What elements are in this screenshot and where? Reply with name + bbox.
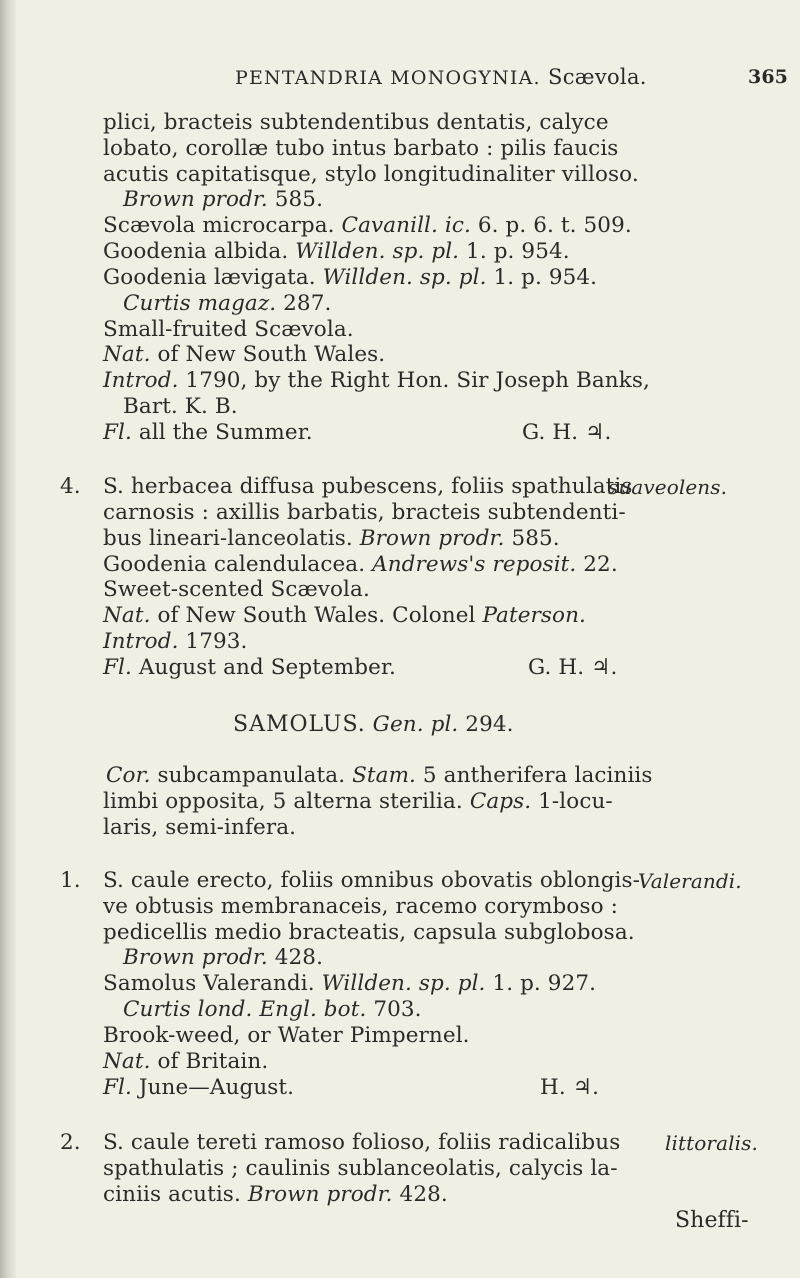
label-introd: Introd. [103, 629, 179, 654]
citation-number: 1. p. 954. [486, 265, 598, 290]
diagnosis: ciniis acutis. [103, 1182, 248, 1207]
entry1-line-3: pedicellis medio bracteatis, capsula subglobosa. [103, 920, 635, 945]
label-stam: Stam. [352, 763, 416, 788]
capsule-description: 1-locu- [531, 789, 613, 814]
marginal-species-name: suaveolens. [608, 475, 728, 499]
label-nat: Nat. [103, 342, 151, 367]
synonym: Goodenia albida. [103, 239, 296, 264]
entry-cont-line-2: lobato, corollæ tubo intus barbato : pilis faucis [103, 136, 619, 161]
citation-number: 22. [576, 552, 618, 577]
citation: Brown prodr. [123, 187, 268, 212]
entry1-line-2: ve obtusis membranaceis, racemo corymboso : [103, 894, 618, 919]
entry-cont-line-6 [103, 239, 570, 265]
citation: Brown prodr. [123, 945, 268, 970]
page-edge-shadow [0, 0, 16, 1278]
citation-number: 428. [392, 1182, 448, 1207]
label-fl: Fl. [103, 655, 132, 680]
native-range: of New South Wales. [150, 342, 386, 367]
flowering: all the Summer. [131, 420, 313, 445]
introduction: 1793. [178, 629, 248, 654]
flowering: August and September. [131, 655, 396, 680]
entry4-line-5: Sweet-scented Scævola. [103, 577, 370, 602]
label-introd: Introd. [103, 368, 179, 393]
stamen-description-cont: limbi opposita, 5 alterna sterilia. [103, 789, 470, 814]
citation-number: 6. p. 6. t. 509. [470, 213, 632, 238]
synonym: Goodenia calendulacea. [103, 552, 373, 577]
entry4-line-6 [103, 603, 586, 629]
native-range: of Britain. [150, 1049, 269, 1074]
running-title [235, 64, 647, 91]
native-range: of New South Wales. Colonel [150, 603, 483, 628]
label-caps: Caps. [469, 789, 532, 814]
marginal-species-name: littoralis. [665, 1131, 758, 1155]
genus-character-line-3: laris, semi-infera. [103, 815, 297, 840]
citation: Cavanill. ic. [341, 213, 471, 238]
citation: Curtis lond. Engl. bot. [123, 997, 367, 1022]
label-fl: Fl. [103, 420, 132, 445]
page-number: 365 [748, 66, 788, 88]
citation-number: 703. [366, 997, 422, 1022]
introduction: 1790, by the Right Hon. Sir Joseph Banks, [178, 368, 650, 393]
citation: Curtis magaz. [123, 291, 277, 316]
entry1-line-6 [123, 997, 422, 1023]
entry-cont-line-3: acutis capitatisque, stylo longitudinaliter villoso. [103, 162, 639, 187]
citation-number: 294. [458, 712, 514, 737]
culture-symbol: H. ♃. [540, 1075, 600, 1100]
label-nat: Nat. [103, 1049, 151, 1074]
entry2-line-2: spathulatis ; caulinis sublanceolatis, calycis la- [103, 1156, 618, 1181]
diagnosis: bus lineari-lanceolatis. [103, 526, 360, 551]
genus-name: SAMOLUS. [233, 712, 366, 737]
entry2-line-1: S. caule tereti ramoso folioso, foliis radicalibus [103, 1130, 621, 1155]
stamen-description: 5 antherifera laciniis [416, 763, 653, 788]
label-fl: Fl. [103, 1075, 132, 1100]
genus-character-line-2 [103, 789, 613, 815]
citation-number: 1. p. 954. [459, 239, 570, 264]
entry-cont-line-10 [103, 342, 385, 368]
entry-cont-line-5 [103, 213, 632, 239]
entry4-line-4 [103, 552, 618, 578]
entry4-line-7 [103, 629, 247, 655]
entry-cont-line-4 [123, 187, 323, 213]
citation: Willden. sp. pl. [321, 971, 486, 996]
entry-cont-line-11 [103, 368, 650, 394]
entry-cont-line-8 [123, 291, 331, 317]
entry-cont-line-7 [103, 265, 597, 291]
genus-character-line-1 [106, 763, 653, 789]
running-title-class: PENTANDRIA MONOGYNIA. [235, 67, 541, 89]
citation: Willden. sp. pl. [295, 239, 460, 264]
entry1-line-4 [123, 945, 323, 971]
culture-symbol: G. H. ♃. [522, 420, 612, 445]
label-cor: Cor. [106, 763, 151, 788]
marginal-species-name: Valerandi. [638, 869, 742, 893]
citation: Brown prodr. [359, 526, 505, 551]
entry1-line-7: Brook-weed, or Water Pimpernel. [103, 1023, 470, 1048]
running-title-genus: Scævola. [548, 65, 647, 89]
label-nat: Nat. [103, 603, 151, 628]
genus-heading [233, 712, 514, 738]
entry1-line-8 [103, 1049, 268, 1075]
entry-cont-line-13 [103, 420, 313, 446]
entry1-line-1: S. caule erecto, foliis omnibus obovatis oblongis- [103, 868, 641, 893]
citation: Brown prodr. [247, 1182, 393, 1207]
entry4-line-1: S. herbacea diffusa pubescens, foliis spathulatis [103, 474, 633, 499]
citation: Andrews's reposit. [372, 552, 577, 577]
entry1-line-5 [103, 971, 596, 997]
catchword: Sheffi- [675, 1208, 749, 1233]
citation: Willden. sp. pl. [322, 265, 487, 290]
species-number: 2. [60, 1130, 81, 1155]
culture-symbol: G. H. ♃. [528, 655, 618, 680]
species-number: 1. [60, 868, 81, 893]
species-number: 4. [60, 474, 81, 499]
entry4-line-8 [103, 655, 396, 681]
entry1-line-9 [103, 1075, 294, 1101]
entry-cont-line-12: Bart. K. B. [123, 394, 238, 419]
entry4-line-3 [103, 526, 560, 552]
synonym: Scævola microcarpa. [103, 213, 342, 238]
corolla-description: subcampanulata. [150, 763, 353, 788]
synonym: Goodenia lævigata. [103, 265, 323, 290]
citation-number: 585. [267, 187, 324, 212]
synonym: Samolus Valerandi. [103, 971, 322, 996]
entry4-line-2: carnosis : axillis barbatis, bracteis subtendenti- [103, 500, 626, 525]
entry2-line-3 [103, 1182, 448, 1208]
collector-name: Paterson. [482, 603, 586, 628]
flowering: June—August. [131, 1075, 295, 1100]
entry-cont-line-9: Small-fruited Scævola. [103, 317, 354, 342]
genus-citation: Gen. pl. [365, 712, 459, 737]
entry-cont-line-1: plici, bracteis subtendentibus dentatis, calyce [103, 110, 609, 135]
citation-number: 1. p. 927. [485, 971, 597, 996]
citation-number: 585. [504, 526, 560, 551]
citation-number: 428. [267, 945, 324, 970]
citation-number: 287. [276, 291, 332, 316]
